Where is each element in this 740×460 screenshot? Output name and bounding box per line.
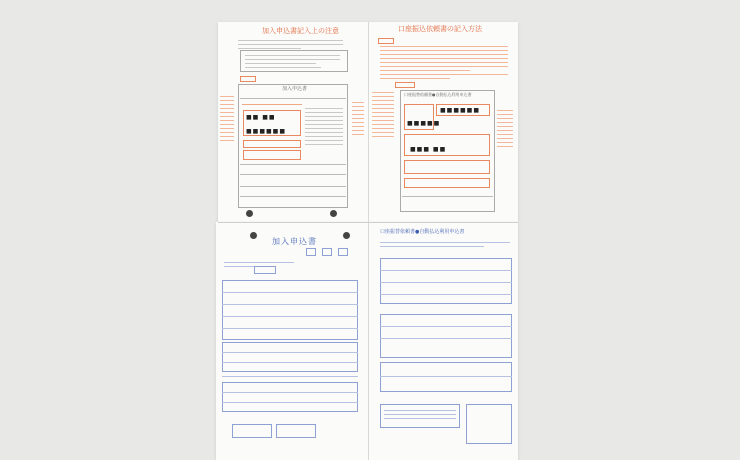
form-row	[380, 376, 512, 377]
notes-text	[245, 55, 340, 71]
binding-hole	[246, 210, 253, 217]
sample-right-column	[305, 108, 343, 148]
sample-highlight-block	[243, 150, 301, 160]
sample-handwriting: ■■■■■■	[246, 128, 287, 135]
margin-notes-left	[220, 96, 234, 144]
code-box	[338, 248, 348, 256]
form-row	[380, 294, 512, 295]
notice-text	[384, 410, 456, 422]
sample-form-title: 加入申込書	[282, 86, 308, 92]
sample-stamp-block	[404, 160, 490, 174]
form-row	[222, 362, 358, 363]
top-left-title: 加入申込書記入上の注意	[262, 27, 339, 35]
form-row	[380, 326, 512, 327]
sample-footer-block	[404, 178, 490, 188]
binding-hole	[343, 232, 350, 239]
horizontal-fold	[218, 222, 518, 223]
sample-handwriting: ■■ ■■	[246, 114, 276, 121]
margin-notes-middle	[352, 102, 364, 138]
form-row	[380, 270, 512, 271]
sample-transfer-form-title: 口座振替依頼書●自動払込利用申込書	[404, 92, 472, 97]
form-row	[380, 282, 512, 283]
form-row	[222, 304, 358, 305]
stamp-area	[466, 404, 512, 444]
section-tag	[378, 38, 394, 44]
code-box	[322, 248, 332, 256]
margin-notes-far-right	[497, 110, 513, 150]
sample-form-row	[240, 174, 346, 175]
section-tag	[240, 76, 256, 82]
sample-handwriting: ■■■■■	[407, 120, 441, 127]
bank-info-block	[380, 258, 512, 304]
form-row	[222, 376, 358, 377]
top-right-instructions	[380, 46, 508, 82]
form-row	[222, 328, 358, 329]
form-row	[222, 402, 358, 403]
sample-form-row	[240, 196, 346, 197]
amount-box	[254, 266, 276, 274]
section-tag	[395, 82, 415, 88]
sample-phone-block	[243, 140, 301, 148]
seal-block	[380, 362, 512, 392]
office-use-block	[222, 382, 358, 412]
binding-hole	[250, 232, 257, 239]
form-row	[222, 292, 358, 293]
top-right-title: 口座振込依頼書の記入方法	[398, 25, 482, 33]
account-holder-block	[380, 314, 512, 358]
sample-form-row	[402, 196, 493, 197]
margin-notes-right	[372, 92, 394, 140]
sample-form-row	[240, 164, 346, 165]
sample-form-row	[240, 186, 346, 187]
center-fold	[368, 22, 369, 460]
receipt-box	[276, 424, 316, 438]
transfer-form-title: 口座振替依頼書●自動払込利用申込書	[380, 229, 465, 235]
applicant-info-block	[222, 280, 358, 340]
form-row	[380, 338, 512, 339]
form-row	[222, 352, 358, 353]
code-box	[306, 248, 316, 256]
form-row	[222, 316, 358, 317]
sample-handwriting: ■■■■■■	[440, 107, 481, 114]
sample-form-row	[240, 98, 346, 99]
sample-form-row	[242, 104, 302, 105]
transfer-form-header-text	[380, 242, 510, 250]
receipt-box	[232, 424, 272, 438]
form-row	[222, 392, 358, 393]
sample-handwriting: ■■■ ■■	[410, 146, 447, 153]
application-form-title: 加入申込書	[272, 237, 317, 246]
contact-block	[222, 342, 358, 372]
binding-hole	[330, 210, 337, 217]
